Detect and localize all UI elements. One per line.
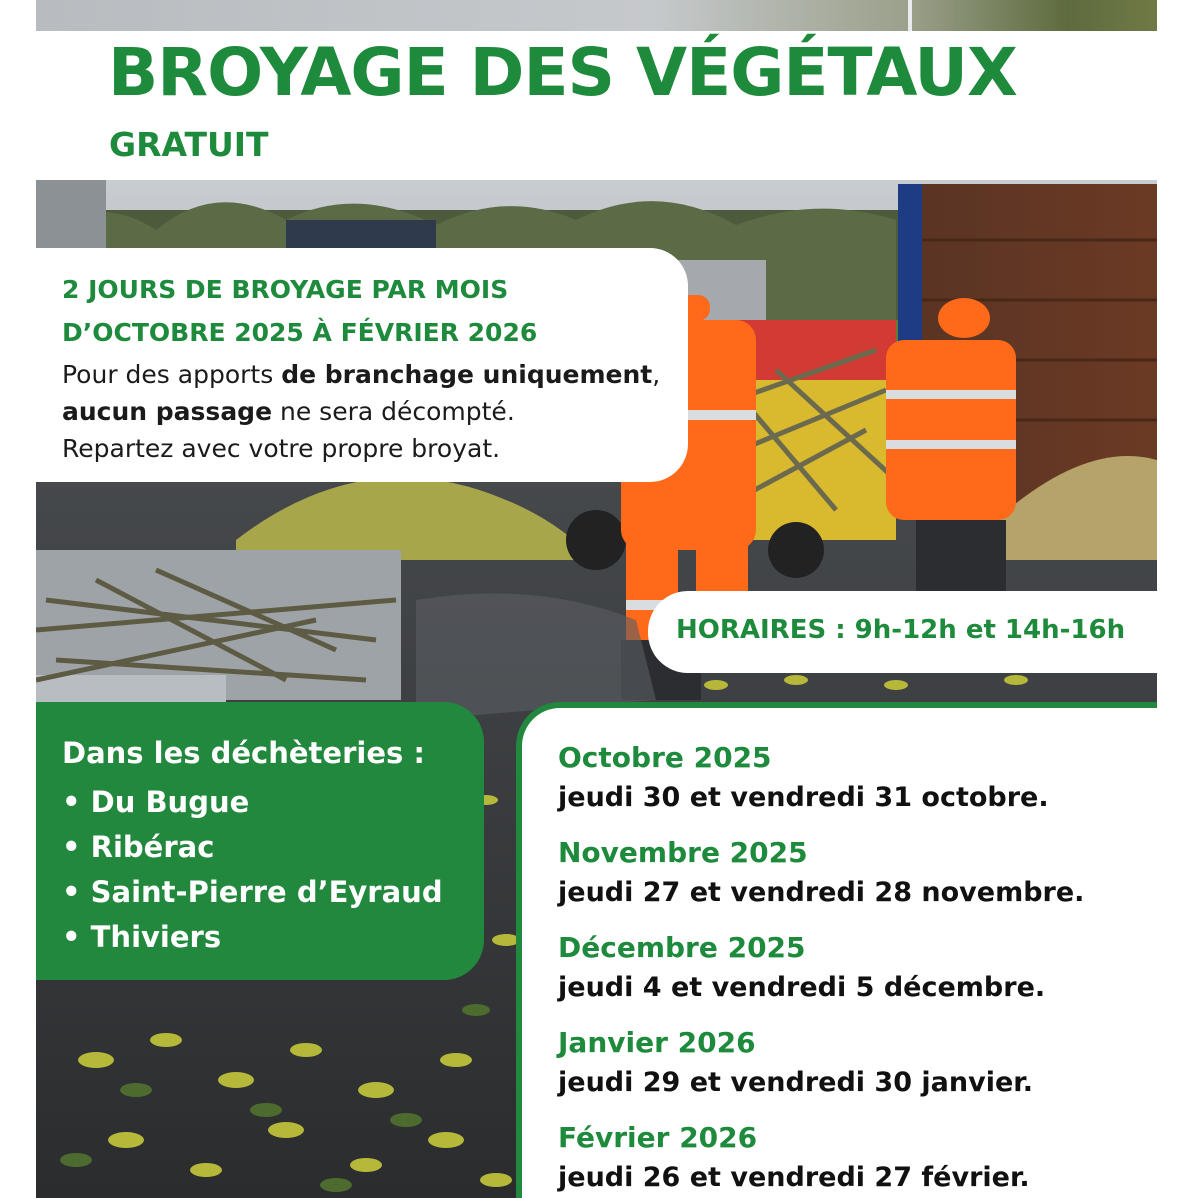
schedule-dates: jeudi 27 et vendredi 28 novembre. (558, 877, 1085, 908)
info-headline (62, 268, 682, 354)
info-body-bold-1: de branchage uniquement (281, 360, 653, 389)
lamp-pole (908, 0, 912, 31)
schedule-dates: jeudi 29 et vendredi 30 janvier. (558, 1067, 1033, 1098)
poster-title: BROYAGE DES VÉGÉTAUX (108, 34, 1017, 111)
info-body-bold-2: aucun passage (62, 397, 273, 426)
info-body (62, 356, 682, 467)
schedule-dates: jeudi 30 et vendredi 31 octobre. (558, 782, 1049, 813)
poster (36, 0, 1157, 1198)
locations-card (36, 702, 484, 980)
hours-pill (648, 591, 1157, 673)
schedule-item (558, 1023, 1084, 1103)
schedule-month: Décembre 2025 (558, 931, 806, 964)
info-card (36, 248, 688, 482)
schedule-dates: jeudi 26 et vendredi 27 février. (558, 1162, 1030, 1193)
schedule-item (558, 738, 1084, 818)
schedule-list (558, 738, 1084, 1198)
locations-list (62, 780, 443, 960)
location-item: • Saint-Pierre d’Eyraud (62, 870, 443, 915)
schedule-item (558, 1118, 1084, 1198)
top-photo-strip (36, 0, 1157, 31)
hours-text: HORAIRES : 9h-12h et 14h-16h (676, 615, 1126, 645)
location-item: • Ribérac (62, 825, 443, 870)
schedule-month: Novembre 2025 (558, 836, 808, 869)
info-body-line-3: Repartez avec votre propre broyat. (62, 434, 501, 463)
info-body-text-2: , (652, 360, 661, 389)
location-item: • Thiviers (62, 915, 443, 960)
info-line-2: D’OCTOBRE 2025 À FÉVRIER 2026 (62, 318, 538, 347)
schedule-dates: jeudi 4 et vendredi 5 décembre. (558, 972, 1046, 1003)
location-item: • Du Bugue (62, 780, 443, 825)
schedule-month: Janvier 2026 (558, 1026, 756, 1059)
info-body-text-1: Pour des apports (62, 360, 282, 389)
info-line-1: 2 JOURS DE BROYAGE PAR MOIS (62, 275, 509, 304)
schedule-card (516, 702, 1157, 1198)
info-body-text-3: ne sera décompté. (272, 397, 515, 426)
poster-subtitle: GRATUIT (109, 125, 269, 164)
schedule-month: Octobre 2025 (558, 741, 772, 774)
locations-title: Dans les déchèteries : (62, 736, 425, 770)
schedule-item (558, 928, 1084, 1008)
schedule-month: Février 2026 (558, 1121, 758, 1154)
schedule-item (558, 833, 1084, 913)
